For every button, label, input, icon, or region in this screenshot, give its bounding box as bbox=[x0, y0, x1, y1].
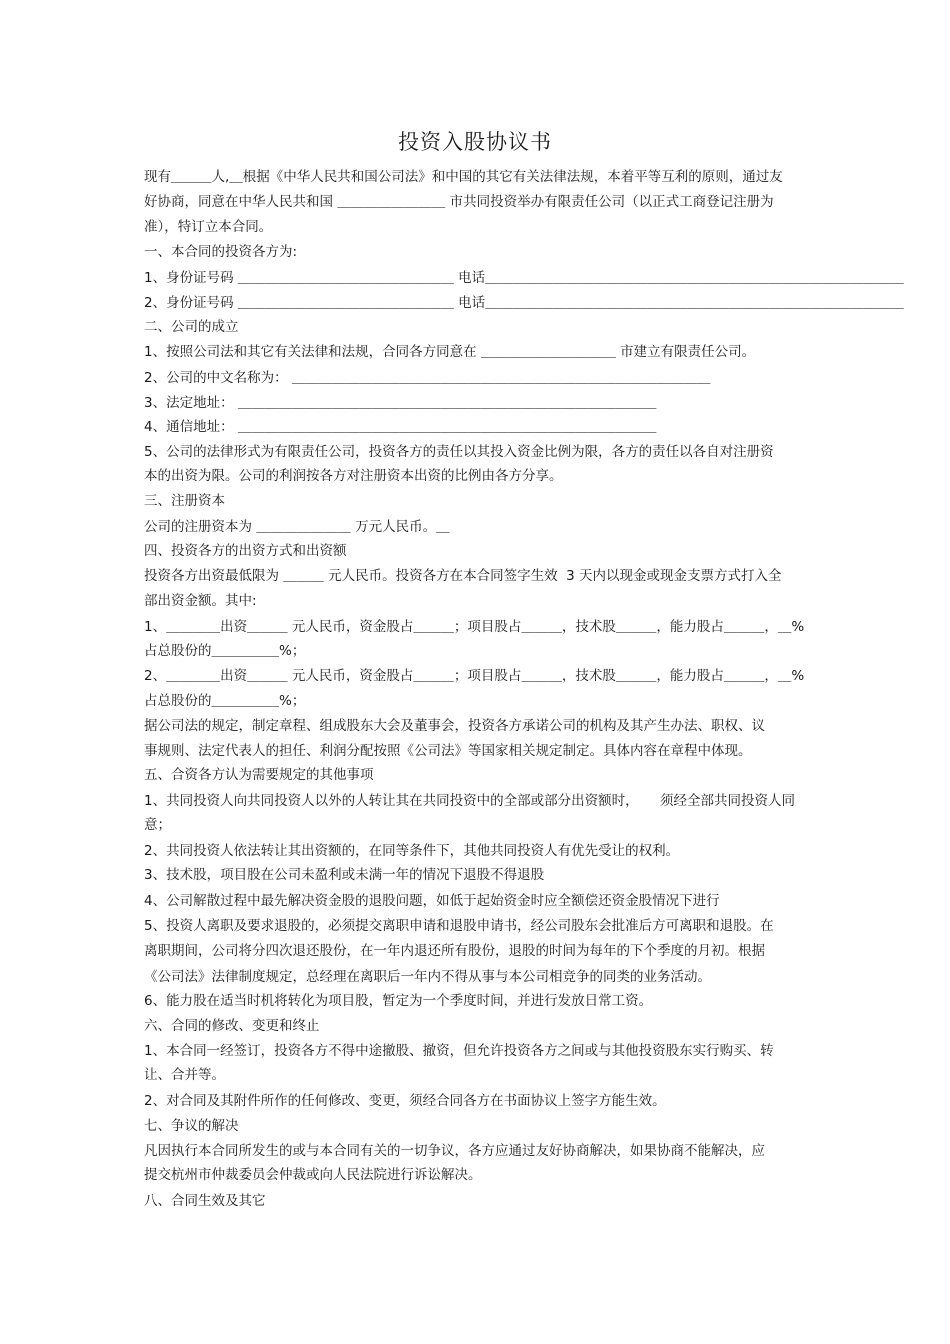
paragraph-line: 占总股份的＿＿＿＿＿%； bbox=[144, 643, 306, 659]
section-heading: 八、合同生效及其它 bbox=[144, 1193, 266, 1209]
paragraph-line: 1、本合同一经签订，投资各方不得中途撤股、撤资，但允许投资各方之间或与其他投资股东实行购买、转 bbox=[144, 1043, 774, 1059]
paragraph-line: 现有＿＿＿人,＿根据《中华人民共和国公司法》和中国的其它有关法律法规，本着平等互利的原则，通过友 bbox=[144, 169, 783, 185]
paragraph-line: 4、通信地址： ＿＿＿＿＿＿＿＿＿＿＿＿＿＿＿＿＿＿＿＿＿＿＿＿＿＿＿＿＿＿＿ bbox=[144, 419, 657, 435]
paragraph-line: 2、身份证号码 ＿＿＿＿＿＿＿＿＿＿＿＿＿＿＿＿ 电话＿＿＿＿＿＿＿＿＿＿＿＿＿＿＿＿＿＿＿＿＿＿＿＿＿＿＿＿＿＿＿ bbox=[144, 295, 904, 311]
paragraph-line: 离职期间，公司将分四次退还股份，在一年内退还所有股份，退股的时间为每年的下个季度的月初。根据 bbox=[144, 943, 765, 959]
paragraph-line: 公司的注册资本为 ＿＿＿＿＿＿＿ 万元人民币。＿ bbox=[144, 519, 450, 535]
paragraph-line: 2、共同投资人依法转让其出资额的，在同等条件下，其他共同投资人有优先受让的权利。 bbox=[144, 843, 680, 859]
section-heading: 七、争议的解决 bbox=[144, 1118, 239, 1134]
paragraph-line: 2、公司的中文名称为： ＿＿＿＿＿＿＿＿＿＿＿＿＿＿＿＿＿＿＿＿＿＿＿＿＿＿＿＿＿＿＿ bbox=[144, 370, 711, 386]
paragraph-line: 占总股份的＿＿＿＿＿%； bbox=[144, 693, 306, 709]
paragraph-line: 好协商，同意在中华人民共和国 ＿＿＿＿＿＿＿＿ 市共同投资举办有限责任公司（以正式工商登记注册为 bbox=[144, 194, 774, 210]
paragraph-line: 2、对合同及其附件所作的任何修改、变更，须经合同各方在书面协议上签字方能生效。 bbox=[144, 1093, 666, 1109]
paragraph-line: 意； bbox=[144, 817, 171, 833]
paragraph-line: 4、公司解散过程中最先解决资金股的退股问题，如低于起始资金时应全额偿还资金股情况下进行 bbox=[144, 893, 720, 909]
paragraph-line: 事规则、法定代表人的担任、利润分配按照《公司法》等国家相关规定制定。具体内容在章程中体现。 bbox=[144, 743, 752, 759]
paragraph-line: 让、合并等。 bbox=[144, 1067, 225, 1083]
section-heading: 三、注册资本 bbox=[144, 493, 225, 509]
paragraph-line: 凡因执行本合同所发生的或与本合同有关的一切争议，各方应通过友好协商解决，如果协商不能解决，应 bbox=[144, 1143, 765, 1159]
section-heading: 六、合同的修改、变更和终止 bbox=[144, 1018, 320, 1034]
paragraph-line: 1、按照公司法和其它有关法律和法规，合同各方同意在 ＿＿＿＿＿＿＿＿＿＿ 市建立有限责任公司。 bbox=[144, 344, 756, 360]
paragraph-line: 3、技术股，项目股在公司未盈利或未满一年的情况下退股不得退股 bbox=[144, 867, 545, 883]
section-heading: 五、合资各方认为需要规定的其他事项 bbox=[144, 767, 374, 783]
paragraph-line: 据公司法的规定，制定章程、组成股东大会及董事会，投资各方承诺公司的机构及其产生办法、职权、议 bbox=[144, 718, 765, 734]
paragraph-line: 1、身份证号码 ＿＿＿＿＿＿＿＿＿＿＿＿＿＿＿＿ 电话＿＿＿＿＿＿＿＿＿＿＿＿＿＿＿＿＿＿＿＿＿＿＿＿＿＿＿＿＿＿＿ bbox=[144, 270, 904, 286]
paragraph-line: 本的出资为限。公司的利润按各方对注册资本出资的比例由各方分享。 bbox=[144, 468, 563, 484]
paragraph-line: 5、公司的法律形式为有限责任公司，投资各方的责任以其投入资金比例为限，各方的责任以各自对注册资 bbox=[144, 444, 774, 460]
paragraph-line: 《公司法》法律制度规定，总经理在离职后一年内不得从事与本公司相竞争的同类的业务活动。 bbox=[144, 969, 711, 985]
paragraph-line: 2、＿＿＿＿出资＿＿＿ 元人民币，资金股占＿＿＿；项目股占＿＿＿，技术股＿＿＿，能力股占＿＿＿，＿% bbox=[144, 668, 805, 684]
paragraph-line: 5、投资人离职及要求退股的，必须提交离职申请和退股申请书，经公司股东会批准后方可离职和退股。在 bbox=[144, 918, 774, 934]
paragraph-line: 提交杭州市仲裁委员会仲裁或向人民法院进行诉讼解决。 bbox=[144, 1167, 482, 1183]
paragraph-line: 6、能力股在适当时机将转化为项目股，暂定为一个季度时间，并进行发放日常工资。 bbox=[144, 993, 653, 1009]
paragraph-line: 1、＿＿＿＿出资＿＿＿ 元人民币，资金股占＿＿＿；项目股占＿＿＿，技术股＿＿＿，能力股占＿＿＿，＿% bbox=[144, 619, 805, 635]
document-title: 投资入股协议书 bbox=[398, 130, 552, 154]
paragraph-line: 投资各方出资最低限为 ＿＿＿ 元人民币。投资各方在本合同签字生效 3 天内以现金或现金支票方式打入全 bbox=[144, 568, 782, 584]
paragraph-line: 部出资金额。其中: bbox=[144, 593, 257, 609]
paragraph-line: 3、法定地址： ＿＿＿＿＿＿＿＿＿＿＿＿＿＿＿＿＿＿＿＿＿＿＿＿＿＿＿＿＿＿＿ bbox=[144, 395, 657, 411]
paragraph-line: 准），特订立本合同。 bbox=[144, 219, 273, 235]
section-heading: 一、本合同的投资各方为: bbox=[144, 244, 298, 260]
section-heading: 四、投资各方的出资方式和出资额 bbox=[144, 543, 347, 559]
paragraph-line: 1、共同投资人向共同投资人以外的人转让其在共同投资中的全部或部分出资额时， 须经全部共同投资人同 bbox=[144, 793, 796, 809]
section-heading: 二、公司的成立 bbox=[144, 319, 239, 335]
